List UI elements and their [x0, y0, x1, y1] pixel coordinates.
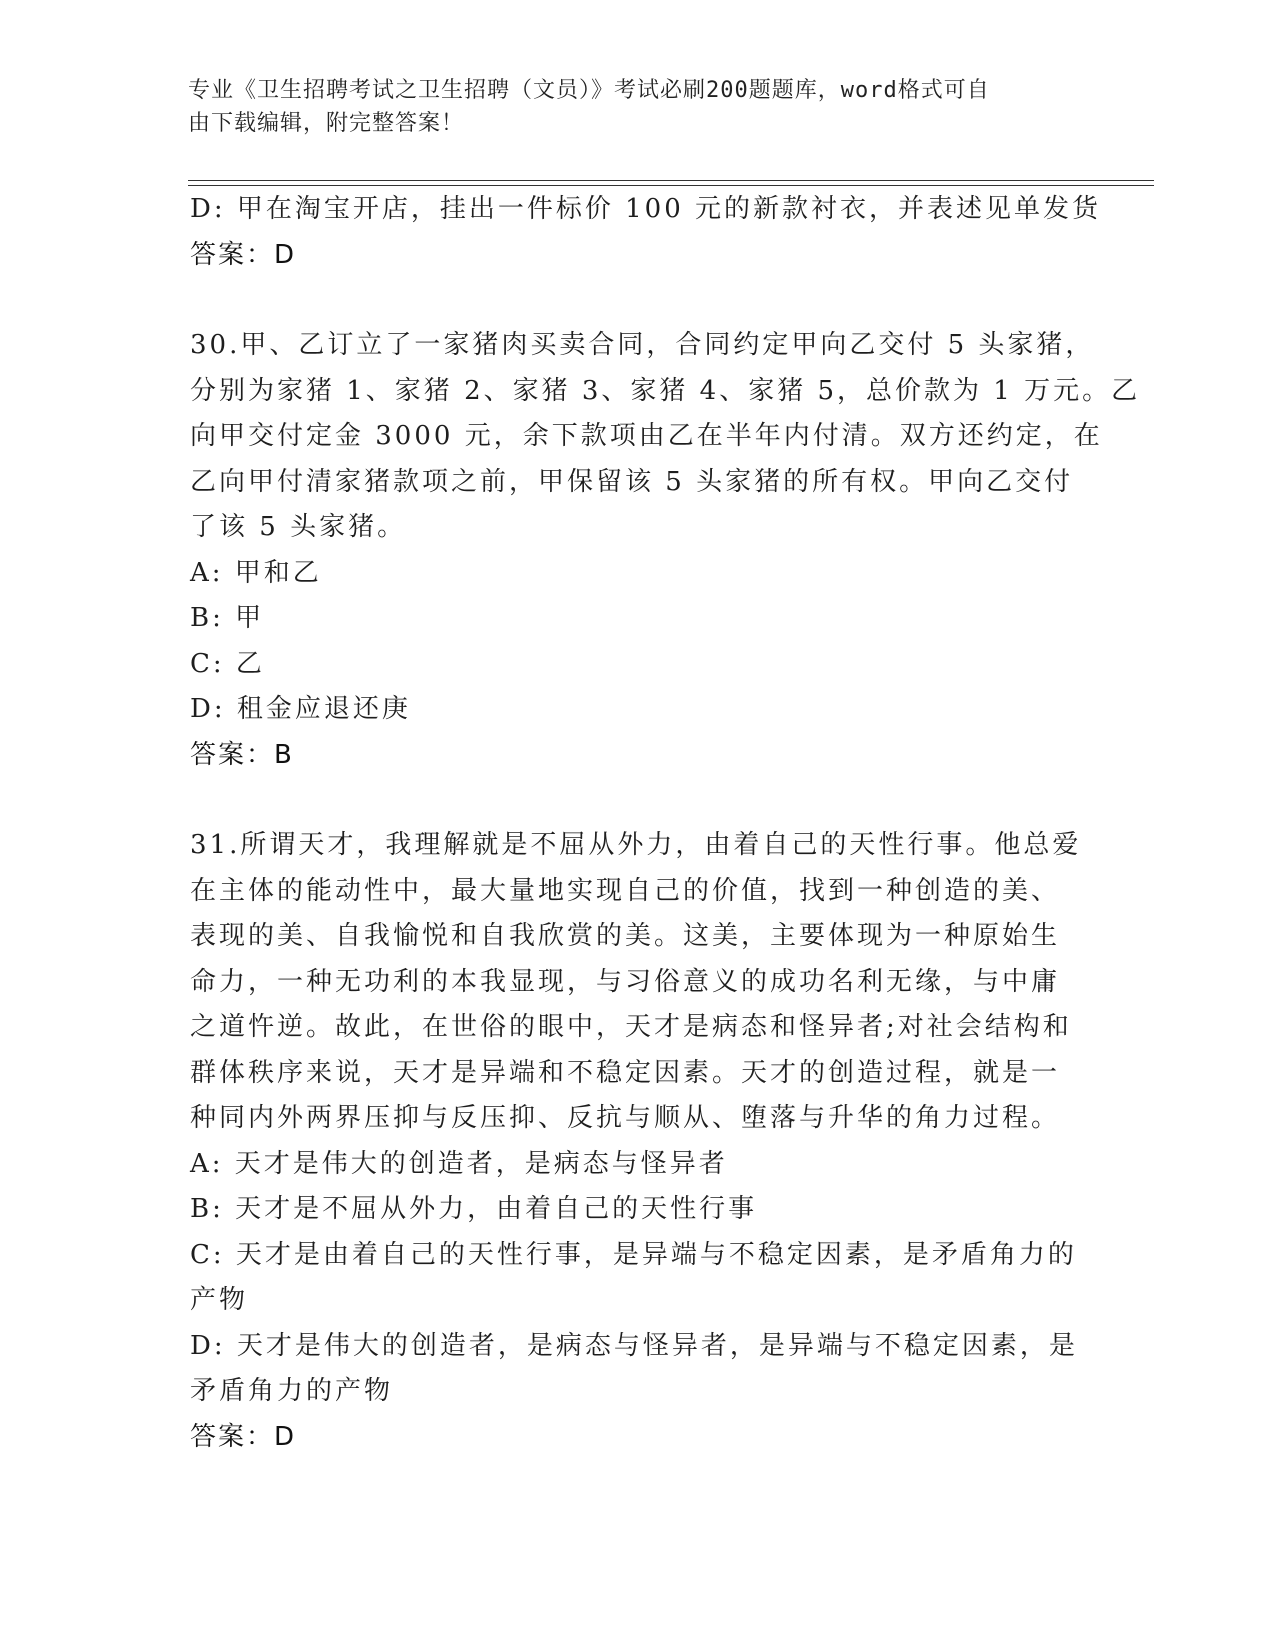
option-a: A: 甲和乙 [190, 557, 322, 588]
option-d-continuation: 矛盾角力的产物 [190, 1376, 394, 1406]
question-stem-line: 31.所谓天才，我理解就是不屈从外力，由着自己的天性行事。他总爱 [190, 830, 1082, 860]
question-stem-line: 命力，一种无功利的本我显现，与习俗意义的成功名利无缘，与中庸 [190, 966, 1061, 997]
question-stem-line: 乙向甲付清家猪款项之前，甲保留该 5 头家猪的所有权。甲向乙交付 [190, 466, 1074, 497]
option-c-continuation: 产物 [190, 1285, 249, 1315]
option-a: A: 天才是伟大的创造者，是病态与怪异者 [190, 1148, 728, 1179]
question-stem-line: 种同内外两界压抑与反压抑、反抗与顺从、堕落与升华的角力过程。 [190, 1103, 1061, 1133]
option-d: D: 天才是伟大的创造者，是病态与怪异者，是异端与不稳定因素，是 [190, 1330, 1078, 1361]
document-body [190, 187, 1141, 1460]
option-b: B: 天才是不屈从外力，由着自己的天性行事 [190, 1194, 758, 1224]
header-line-1: 专业《卫生招聘考试之卫生招聘（文员）》考试必刷200题题库，word格式可自 [188, 78, 990, 103]
question-stem-line: 之道忤逆。故此，在世俗的眼中，天才是病态和怪异者;对社会结构和 [190, 1012, 1072, 1042]
option-d: D: 租金应退还庚 [190, 694, 411, 724]
header-divider-top [188, 180, 1154, 181]
header-divider-bottom [188, 185, 1154, 186]
option-b: B: 甲 [190, 603, 265, 633]
header-line-2: 由下载编辑，附完整答案！ [188, 111, 465, 136]
question-29-tail [190, 187, 1102, 278]
document-header [188, 74, 1088, 140]
question-stem-line: 群体秩序来说，天才是异端和不稳定因素。天才的创造过程，就是一 [190, 1057, 1061, 1088]
answer-line: 答案：D [190, 1421, 297, 1452]
spacer [190, 778, 1090, 823]
question-stem-line: 表现的美、自我愉悦和自我欣赏的美。这美，主要体现为一种原始生 [190, 921, 1061, 951]
question-stem-line: 在主体的能动性中，最大量地实现自己的价值，找到一种创造的美、 [190, 875, 1061, 906]
option-d: D: 甲在淘宝开店，挂出一件标价 100 元的新款衬衣，并表述见单发货 [190, 194, 1102, 224]
question-stem-line: 向甲交付定金 3000 元，余下款项由乙在半年内付清。双方还约定，在 [190, 421, 1103, 451]
question-stem-line: 30.甲、乙订立了一家猪肉买卖合同，合同约定甲向乙交付 5 头家猪， [190, 330, 1095, 360]
answer-line: 答案：D [190, 239, 297, 270]
question-stem-line: 分别为家猪 1、家猪 2、家猪 3、家猪 4、家猪 5，总价款为 1 万元。乙 [190, 375, 1141, 406]
question-30 [190, 323, 1141, 778]
spacer [190, 278, 1090, 323]
option-c: C: 天才是由着自己的天性行事，是异端与不稳定因素，是矛盾角力的 [190, 1239, 1077, 1270]
option-c: C: 乙 [190, 648, 265, 679]
question-31 [190, 823, 1090, 1460]
answer-line: 答案：B [190, 739, 294, 770]
question-stem-line: 了该 5 头家猪。 [190, 512, 407, 542]
